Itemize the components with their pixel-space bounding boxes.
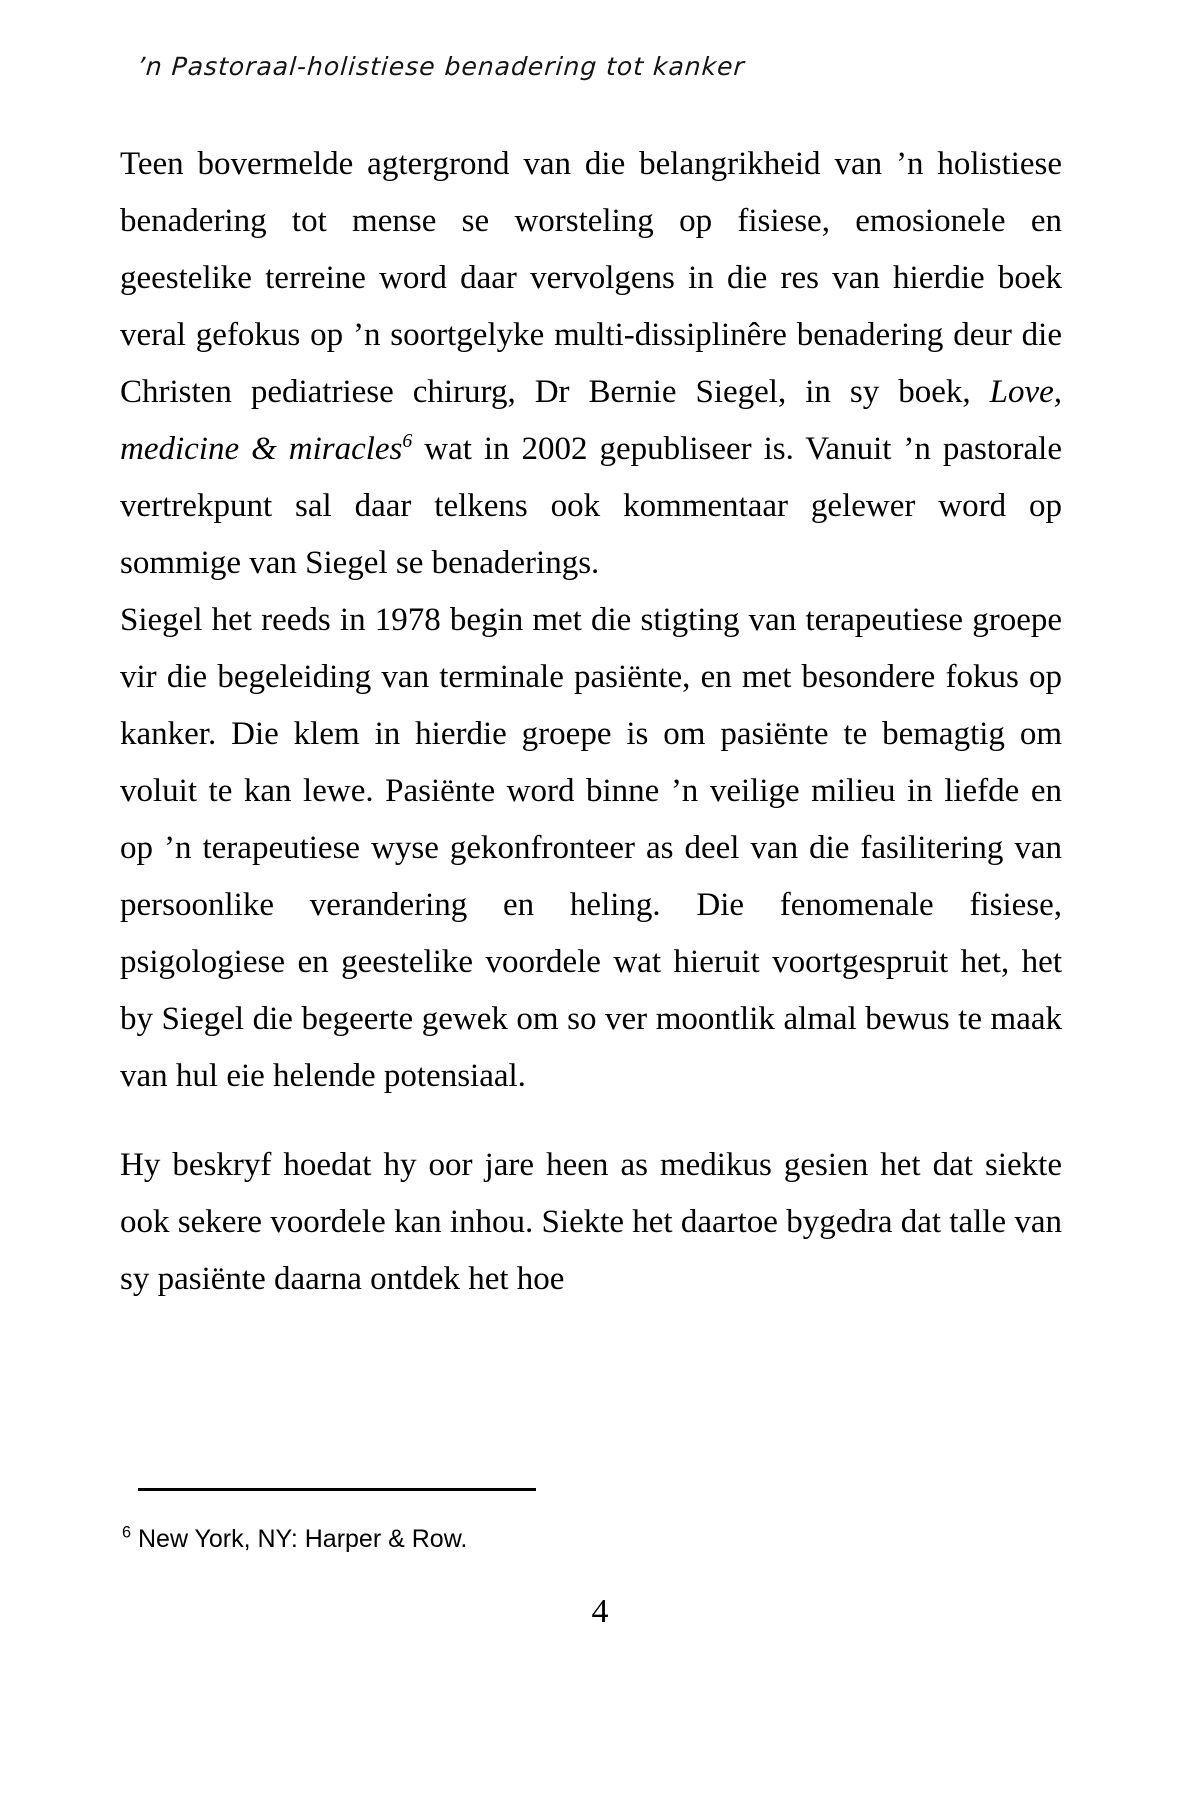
running-header bbox=[136, 52, 746, 81]
paragraph-2: Siegel het reeds in 1978 begin met die stigting van terapeutiese groepe vir die begeleiding van terminale pasiënte, en met besondere fokus op kanker. Die klem in hierdie groepe is om pasiënte te bemagtig om voluit te kan lewe. Pasiënte word binne ’n veilige milieu in liefde en op ’n terapeutiese wyse gekonfronteer as deel van die fasilitering van persoonlike verandering en heling. Die fenomenale fisiese, psigologiese en geestelike voordele wat hieruit voortgespruit het, het by Siegel die begeerte gewek om so ver moontlik almal bewus te maak van hul eie helende potensiaal. bbox=[120, 602, 1062, 1094]
footnote bbox=[122, 1525, 1064, 1554]
page-body bbox=[120, 136, 1062, 1308]
paragraph-1-text-after: wat in 2002 gepubliseer is. Vanuit ’n pastorale vertrekpunt sal daar telkens ook kommentaar gelewer word op sommige van Siegel se benaderings. bbox=[120, 431, 1062, 581]
footnote-area bbox=[122, 1488, 1064, 1554]
paragraph-3: Hy beskryf hoedat hy oor jare heen as medikus gesien het dat siekte ook sekere voordele kan inhou. Siekte het daartoe bygedra dat talle van sy pasiënte daarna ontdek het hoe bbox=[120, 1147, 1062, 1297]
page-number: 4 bbox=[591, 1593, 609, 1630]
paragraph-1 bbox=[120, 136, 1062, 592]
running-header-title: ’n Pastoraal-holistiese benadering tot kanker bbox=[135, 52, 746, 81]
footnote-reference-marker: 6 bbox=[402, 430, 413, 452]
book-title: Love, medicine & miracles bbox=[120, 374, 1062, 467]
footnote-number: 6 bbox=[122, 1523, 132, 1542]
footnote-separator-rule bbox=[138, 1488, 536, 1491]
paragraph-1-text-before: Teen bovermelde agtergrond van die belangrikheid van ’n holistiese benadering tot mense se worsteling op fisiese, emosionele en geestelike terreine word daar vervolgens in die res van hierdie boek veral gefokus op ’n soortgelyke multi-dissiplinêre benadering deur die Christen pediatriese chirurg, Dr Bernie Siegel, in sy boek, bbox=[120, 146, 1062, 410]
footnote-text: New York, NY: Harper & Row. bbox=[138, 1525, 468, 1553]
